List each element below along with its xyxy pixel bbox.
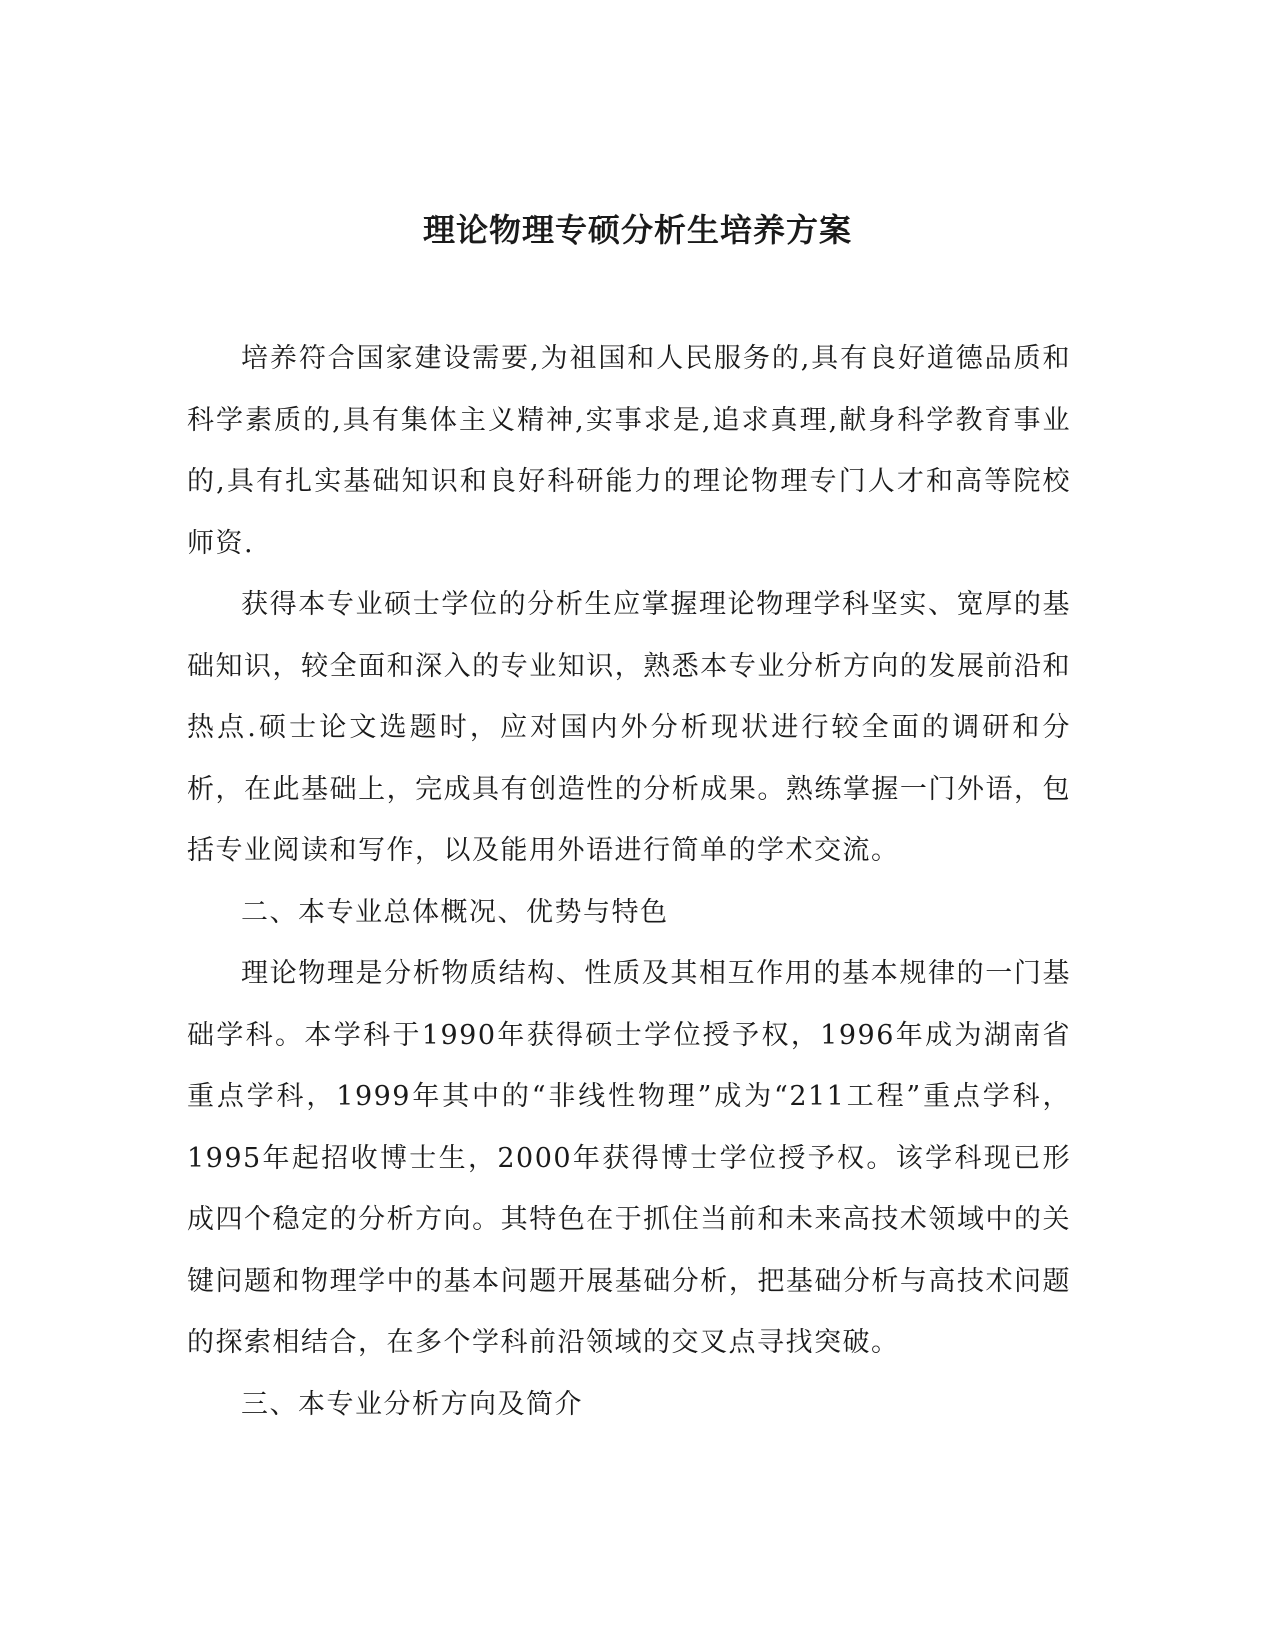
section-heading-overview: 二、本专业总体概况、优势与特色 (241, 896, 669, 928)
paragraph-overview: 理论物理是分析物质结构、性质及其相互作用的基本规律的一门基础学科。本学科于1990年获得硕士学位授予权，1996年成为湖南省重点学科，1999年其中的“非线性物理”成为“211工程”重点学科，1995年起招收博士生，2000年获得博士学位授予权。该学科现已形成四个稳定的分析方向。其特色在于抓住当前和未来高技术领域中的关键问题和物理学中的基本问题开展基础分析，把基础分析与高技术问题的探索相结合，在多个学科前沿领域的交叉点寻找突破。 (187, 958, 1071, 1358)
document-title: 理论物理专硕分析生培养方案 (422, 211, 852, 249)
paragraph-degree-requirements: 获得本专业硕士学位的分析生应掌握理论物理学科坚实、宽厚的基础知识，较全面和深入的专业知识，熟悉本专业分析方向的发展前沿和热点.硕士论文选题时，应对国内外分析现状进行较全面的调研和分析，在此基础上，完成具有创造性的分析成果。熟练掌握一门外语，包括专业阅读和写作，以及能用外语进行简单的学术交流。 (187, 589, 1071, 866)
section-heading-directions: 三、本专业分析方向及简介 (241, 1388, 583, 1420)
paragraph-training-goal: 培养符合国家建设需要,为祖国和人民服务的,具有良好道德品质和科学素质的,具有集体主义精神,实事求是,追求真理,献身科学教育事业的,具有扎实基础知识和良好科研能力的理论物理专门人才和高等院校师资. (187, 343, 1071, 559)
document-body (187, 328, 1071, 1435)
